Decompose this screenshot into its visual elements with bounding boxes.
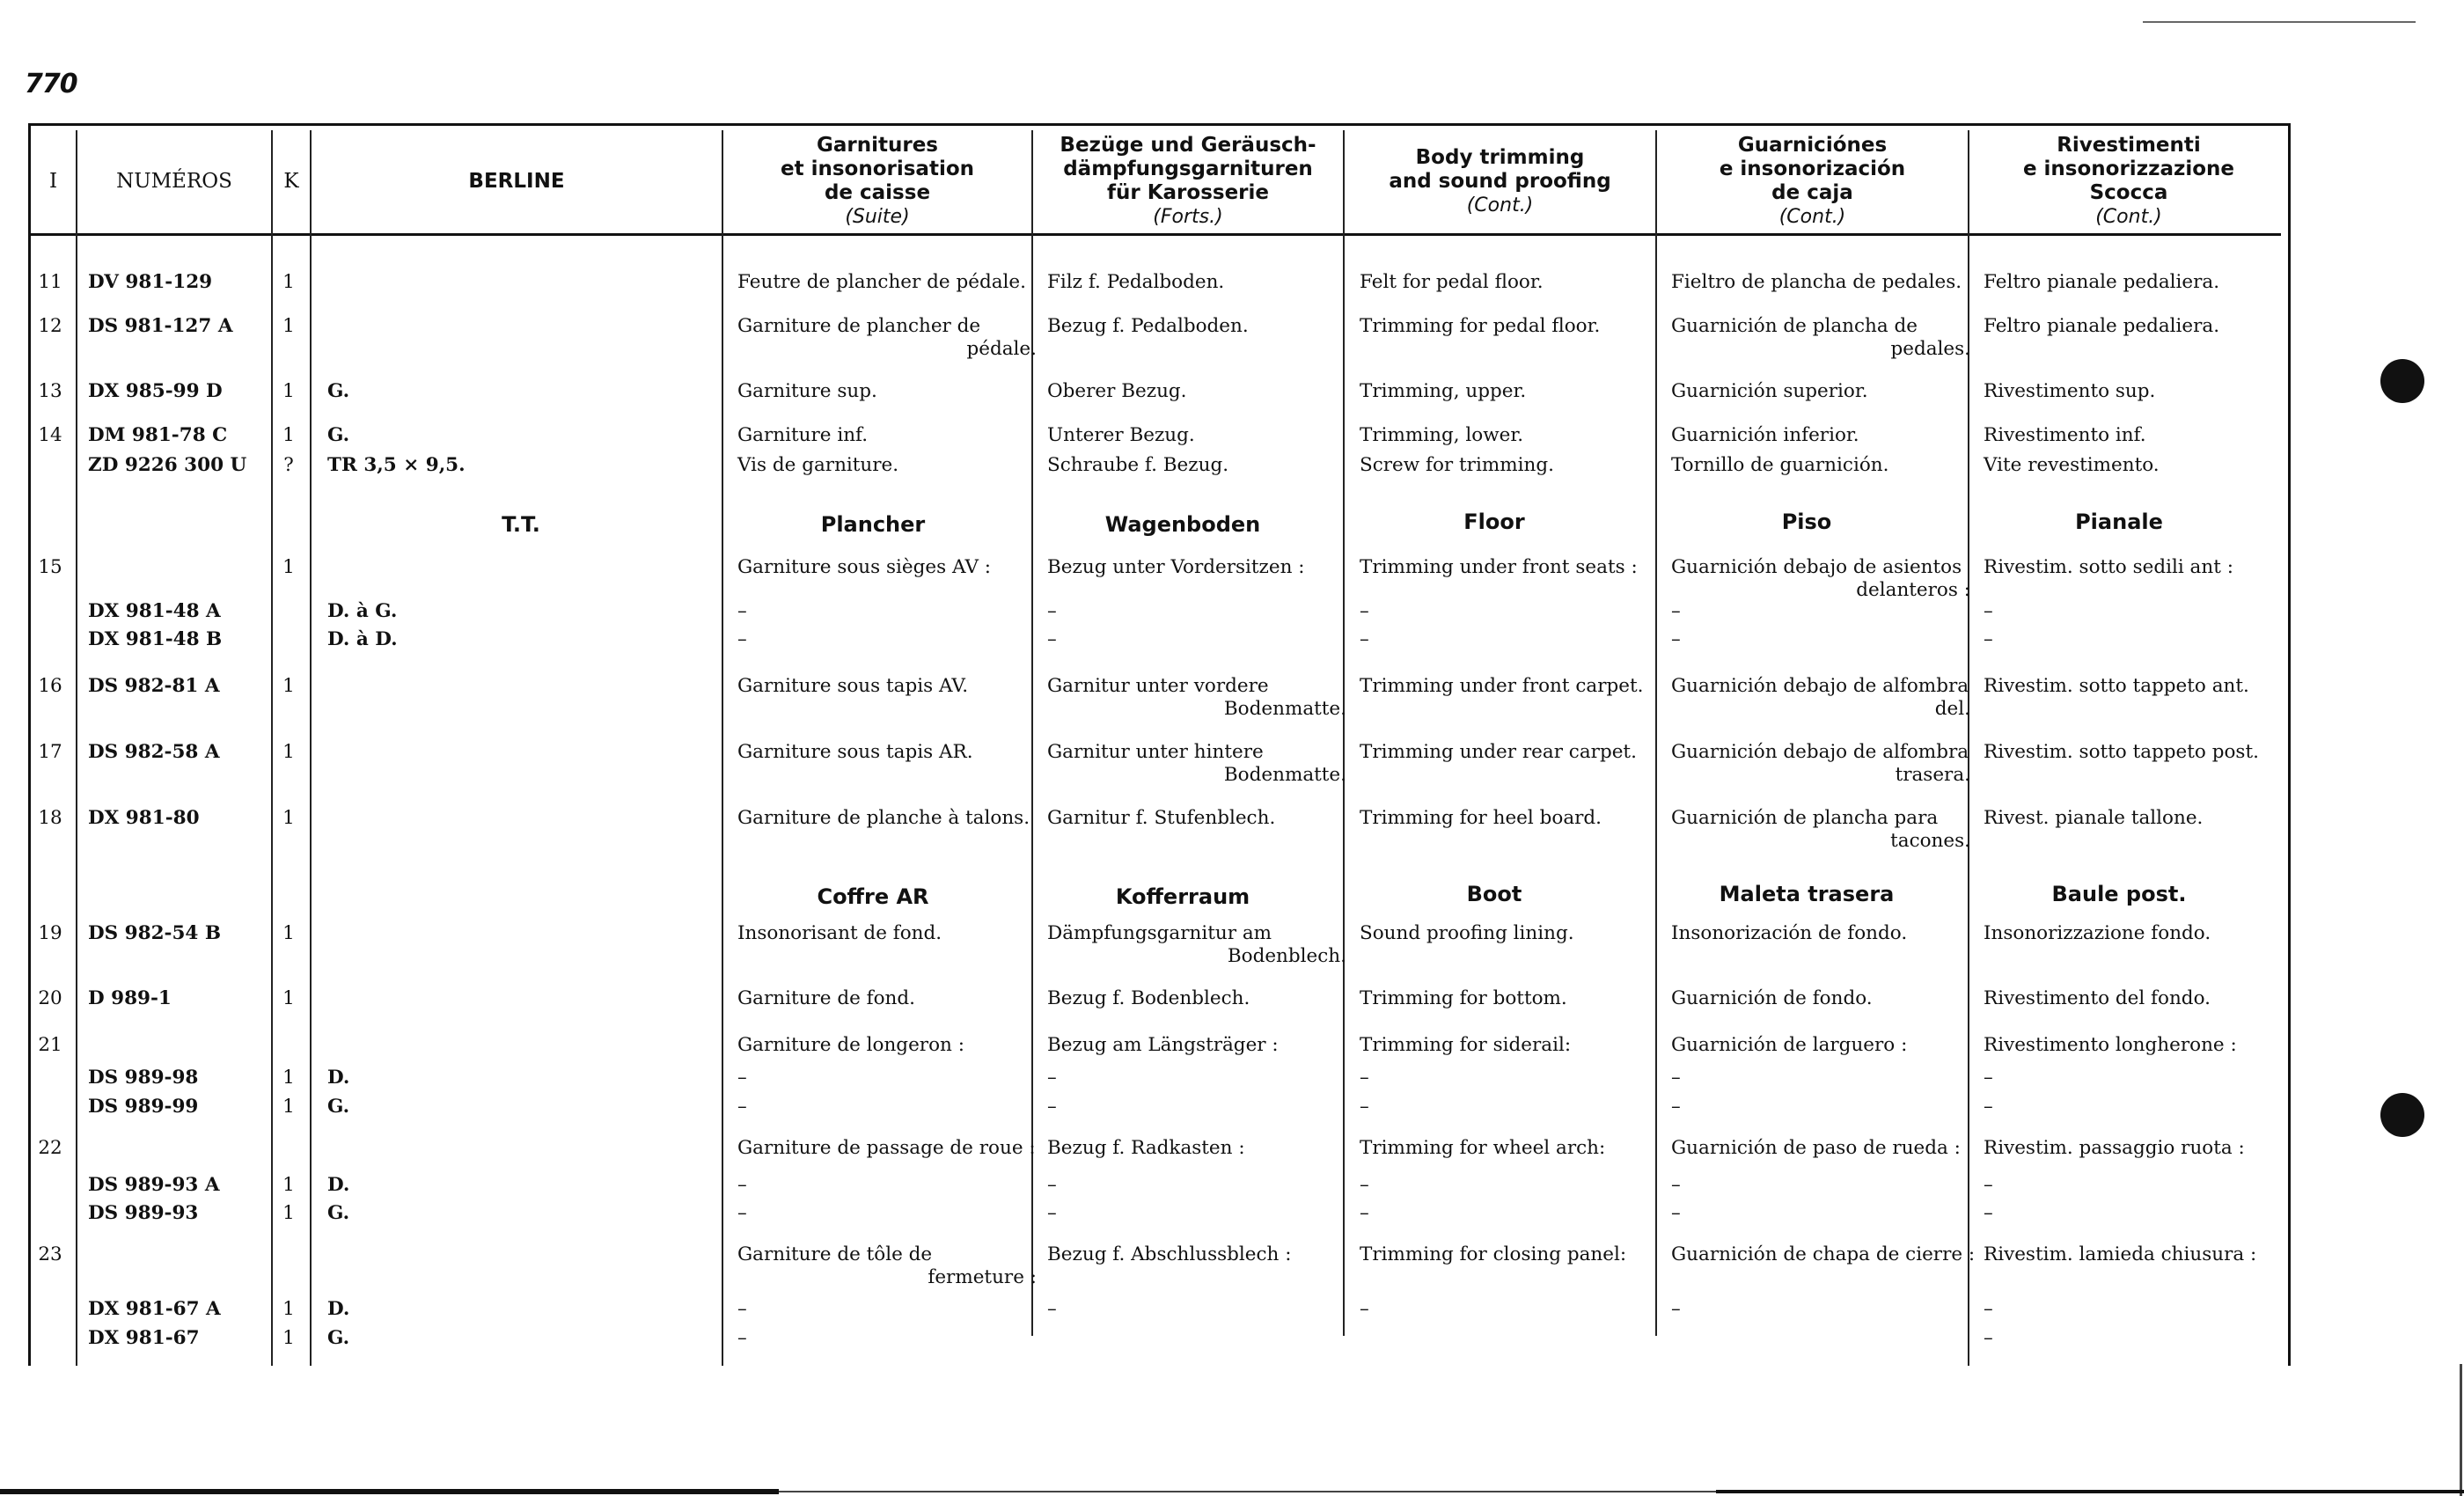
cell-num: DS 989-93 A <box>88 1174 220 1196</box>
cell-es: Guarnición debajo de alfombra del. <box>1671 675 1970 720</box>
cell-de: Bezug f. Abschlussblech : <box>1047 1243 1292 1265</box>
cell-i: 22 <box>38 1137 62 1159</box>
cell-es: Guarnición debajo de asientos delanteros : <box>1671 556 1970 601</box>
cell-en: Trimming, lower. <box>1360 424 1524 446</box>
cell-fr: – <box>737 1174 747 1196</box>
cell-de: – <box>1047 628 1057 650</box>
cell-fr: – <box>737 1067 747 1089</box>
cell-it: Rivestimento sup. <box>1984 380 2156 402</box>
cell-ber: G. <box>327 1202 350 1224</box>
cell-en: – <box>1360 1067 1369 1089</box>
cell-it: – <box>1984 600 1993 622</box>
header-italian: Rivestimenti e insonorizzazione Scocca (Cont.) <box>2022 134 2235 228</box>
cell-it: Rivestimento longherone : <box>1984 1034 2237 1056</box>
cell-ber: D. <box>327 1067 350 1089</box>
cell-es: Guarnición de plancha de pedales. <box>1671 315 1970 360</box>
cell-de: – <box>1047 1067 1057 1089</box>
cell-es: Guarnición inferior. <box>1671 424 1859 446</box>
cell-es: – <box>1671 1067 1681 1089</box>
cell-it: Insonorizzazione fondo. <box>1984 922 2211 944</box>
cell-de: Unterer Bezug. <box>1047 424 1195 446</box>
cell-i: 14 <box>38 424 62 446</box>
cell-es: Guarnición de larguero : <box>1671 1034 1908 1056</box>
cell-ber: D. à D. <box>327 628 398 650</box>
cell-en: Trimming under front carpet. <box>1360 675 1644 697</box>
section-label-es: Maleta trasera <box>1719 882 1895 906</box>
cell-k: 1 <box>282 1067 295 1089</box>
cell-en: Trimming for heel board. <box>1360 807 1602 829</box>
cell-en: Trimming under front seats : <box>1360 556 1638 578</box>
table-border <box>28 123 2290 126</box>
cell-num: DX 981-48 A <box>88 600 221 622</box>
column-divider <box>310 130 312 1366</box>
cell-k: 1 <box>282 315 295 337</box>
cell-es: Guarnición de chapa de cierre : <box>1671 1243 1976 1265</box>
section-label-en: Boot <box>1466 882 1522 906</box>
cell-de: – <box>1047 1202 1057 1224</box>
cell-es: Tornillo de guarnición. <box>1671 454 1889 476</box>
cell-ber: D. à G. <box>327 600 398 622</box>
cell-num: DS 981-127 A <box>88 315 233 337</box>
section-label-berline: T.T. <box>502 512 540 537</box>
section-label-it: Pianale <box>2075 510 2163 534</box>
cell-es: Guarnición de fondo. <box>1671 987 1873 1009</box>
cell-en: Sound proofing lining. <box>1360 922 1574 944</box>
cell-it: Rivest. pianale tallone. <box>1984 807 2204 829</box>
cell-k: 1 <box>282 556 295 578</box>
cell-it: – <box>1984 628 1993 650</box>
cell-k: 1 <box>282 271 295 293</box>
cell-k: 1 <box>282 922 295 944</box>
cell-it: – <box>1984 1202 1993 1224</box>
cell-ber: G. <box>327 1096 350 1118</box>
cell-fr: – <box>737 1096 747 1118</box>
cell-de: Dämpfungsgarnitur am Bodenblech. <box>1047 922 1346 967</box>
cell-k: 1 <box>282 1327 295 1349</box>
cell-k: 1 <box>282 1096 295 1118</box>
cell-de: Garnitur f. Stufenblech. <box>1047 807 1276 829</box>
cell-en: – <box>1360 1202 1369 1224</box>
cell-de: Schraube f. Bezug. <box>1047 454 1229 476</box>
cell-i: 19 <box>38 922 62 944</box>
cell-k: 1 <box>282 380 295 402</box>
cell-de: Filz f. Pedalboden. <box>1047 271 1225 293</box>
cell-i: 21 <box>38 1034 62 1056</box>
cell-es-continuation: pedales. <box>1890 338 1970 360</box>
cell-k: 1 <box>282 1174 295 1196</box>
cell-en: – <box>1360 1174 1369 1196</box>
cell-it: Rivestim. sotto tappeto ant. <box>1984 675 2249 697</box>
cell-de: – <box>1047 1174 1057 1196</box>
cell-de: – <box>1047 1298 1057 1320</box>
cell-k: 1 <box>282 1298 295 1320</box>
cell-it: Vite revestimento. <box>1984 454 2160 476</box>
cell-it: Feltro pianale pedaliera. <box>1984 315 2220 337</box>
cell-num: DX 981-48 B <box>88 628 223 650</box>
page-edge <box>2460 1364 2462 1496</box>
cell-fr: Garniture sup. <box>737 380 877 402</box>
cell-k: 1 <box>282 807 295 829</box>
cell-num: D 989-1 <box>88 987 172 1009</box>
cell-es-continuation: tacones. <box>1890 830 1970 852</box>
bottom-bar <box>1716 1490 2464 1493</box>
cell-es: Guarnición debajo de alfombra trasera. <box>1671 741 1970 786</box>
cell-i: 11 <box>38 271 62 293</box>
cell-i: 23 <box>38 1243 62 1265</box>
cell-k: 1 <box>282 675 295 697</box>
cell-de: Garnitur unter vordere Bodenmatte. <box>1047 675 1346 720</box>
cell-i: 16 <box>38 675 62 697</box>
cell-it: Feltro pianale pedaliera. <box>1984 271 2220 293</box>
cell-num: DX 985-99 D <box>88 380 223 402</box>
section-label-de: Wagenboden <box>1104 512 1261 537</box>
cell-fr: Garniture de plancher de pédale. <box>737 315 1037 360</box>
cell-it: – <box>1984 1067 1993 1089</box>
cell-num: DV 981-129 <box>88 271 213 293</box>
cell-en: Screw for trimming. <box>1360 454 1554 476</box>
cell-es: – <box>1671 1298 1681 1320</box>
cell-en: Felt for pedal floor. <box>1360 271 1544 293</box>
cell-num: DS 989-99 <box>88 1096 199 1118</box>
cell-en: – <box>1360 1096 1369 1118</box>
cell-es-continuation: delanteros : <box>1856 579 1970 601</box>
cell-fr: Garniture de fond. <box>737 987 915 1009</box>
header-berline: BERLINE <box>468 169 565 193</box>
cell-fr: – <box>737 1327 747 1349</box>
cell-it: – <box>1984 1327 1993 1349</box>
cell-fr: – <box>737 628 747 650</box>
cell-k: 1 <box>282 424 295 446</box>
cell-ber: D. <box>327 1174 350 1196</box>
cell-de-continuation: Bodenblech. <box>1227 945 1346 967</box>
cell-en: – <box>1360 1298 1369 1320</box>
table-border <box>2288 123 2291 1366</box>
cell-fr-continuation: fermeture : <box>928 1266 1037 1288</box>
header-english: Body trimming and sound proofing (Cont.) <box>1389 145 1611 216</box>
bottom-bar <box>779 1491 1716 1492</box>
cell-de: Oberer Bezug. <box>1047 380 1187 402</box>
bottom-bar <box>0 1489 779 1494</box>
cell-fr-continuation: pédale. <box>966 338 1037 360</box>
cell-i: 20 <box>38 987 62 1009</box>
cell-num: ZD 9226 300 U <box>88 454 247 476</box>
cell-es: Fieltro de plancha de pedales. <box>1671 271 1962 293</box>
cell-ber: D. <box>327 1298 350 1320</box>
cell-ber: G. <box>327 1327 350 1349</box>
cell-de: Bezug f. Radkasten : <box>1047 1137 1245 1159</box>
cell-es-continuation: del. <box>1934 698 1970 720</box>
cell-es: – <box>1671 600 1681 622</box>
cell-de-continuation: Bodenmatte. <box>1223 764 1346 786</box>
header-numeros: NUMÉROS <box>116 170 232 193</box>
section-label-it: Baule post. <box>2051 882 2187 906</box>
cell-fr: Garniture sous tapis AV. <box>737 675 969 697</box>
cell-ber: TR 3,5 × 9,5. <box>327 454 466 476</box>
cell-i: 18 <box>38 807 62 829</box>
cell-num: DM 981-78 C <box>88 424 228 446</box>
section-label-de: Kofferraum <box>1115 884 1250 909</box>
cell-es: Insonorización de fondo. <box>1671 922 1908 944</box>
cell-it: Rivestimento inf. <box>1984 424 2146 446</box>
cell-de-continuation: Bodenmatte. <box>1223 698 1346 720</box>
cell-it: – <box>1984 1096 1993 1118</box>
cell-ber: G. <box>327 424 350 446</box>
cell-num: DX 981-80 <box>88 807 200 829</box>
cell-num: DS 982-54 B <box>88 922 222 944</box>
cell-es: – <box>1671 1174 1681 1196</box>
cell-en: Trimming for pedal floor. <box>1360 315 1601 337</box>
cell-fr: – <box>737 600 747 622</box>
cell-en: Trimming for closing panel: <box>1360 1243 1627 1265</box>
cell-i: 17 <box>38 741 62 763</box>
cell-de: Bezug unter Vordersitzen : <box>1047 556 1305 578</box>
cell-en: Trimming for siderail: <box>1360 1034 1572 1056</box>
cell-en: Trimming for bottom. <box>1360 987 1567 1009</box>
hole-punch <box>2380 359 2424 403</box>
header-french: Garnitures et insonorisation de caisse (Suite) <box>780 134 975 228</box>
cell-fr: Insonorisant de fond. <box>737 922 942 944</box>
cell-fr: Garniture sous sièges AV : <box>737 556 992 578</box>
cell-de: Bezug f. Pedalboden. <box>1047 315 1249 337</box>
cell-i: 12 <box>38 315 62 337</box>
cell-num: DS 982-58 A <box>88 741 220 763</box>
section-label-fr: Coffre AR <box>817 884 929 909</box>
cell-de: Bezug f. Bodenblech. <box>1047 987 1250 1009</box>
cell-es: Guarnición de paso de rueda : <box>1671 1137 1961 1159</box>
cell-it: Rivestim. sotto sedili ant : <box>1984 556 2233 578</box>
section-label-es: Piso <box>1781 510 1832 534</box>
cell-en: – <box>1360 600 1369 622</box>
cell-fr: – <box>737 1202 747 1224</box>
cell-ber: G. <box>327 380 350 402</box>
cell-fr: Garniture inf. <box>737 424 869 446</box>
cell-k: 1 <box>282 987 295 1009</box>
header-german: Bezüge und Geräusch- dämpfungsgarnituren für Karosserie (Forts.) <box>1060 134 1316 228</box>
cell-num: DS 989-93 <box>88 1202 199 1224</box>
column-divider <box>76 130 77 1366</box>
cell-fr: Feutre de plancher de pédale. <box>737 271 1026 293</box>
cell-i: 15 <box>38 556 62 578</box>
header-rule <box>28 233 2281 236</box>
cell-en: – <box>1360 628 1369 650</box>
cell-de: – <box>1047 1096 1057 1118</box>
cell-k: 1 <box>282 741 295 763</box>
cell-num: DS 982-81 A <box>88 675 220 697</box>
top-rule <box>2143 21 2416 23</box>
cell-en: Trimming under rear carpet. <box>1360 741 1637 763</box>
cell-fr: Garniture sous tapis AR. <box>737 741 973 763</box>
cell-en: Trimming, upper. <box>1360 380 1527 402</box>
cell-fr: Garniture de planche à talons. <box>737 807 1030 829</box>
cell-de: Bezug am Längsträger : <box>1047 1034 1279 1056</box>
cell-it: Rivestim. lamieda chiusura : <box>1984 1243 2257 1265</box>
cell-es: Guarnición de plancha para tacones. <box>1671 807 1970 852</box>
header-i: I <box>48 170 58 193</box>
cell-num: DS 989-98 <box>88 1067 199 1089</box>
header-k: K <box>283 170 299 193</box>
cell-it: Rivestim. sotto tappeto post. <box>1984 741 2259 763</box>
cell-de: Garnitur unter hintere Bodenmatte. <box>1047 741 1346 786</box>
cell-fr: Garniture de longeron : <box>737 1034 964 1056</box>
hole-punch <box>2380 1093 2424 1137</box>
cell-es: – <box>1671 628 1681 650</box>
cell-it: Rivestimento del fondo. <box>1984 987 2211 1009</box>
cell-fr: – <box>737 1298 747 1320</box>
cell-es: – <box>1671 1096 1681 1118</box>
cell-fr: Vis de garniture. <box>737 454 899 476</box>
cell-num: DX 981-67 A <box>88 1298 221 1320</box>
section-label-en: Floor <box>1463 510 1525 534</box>
cell-es: – <box>1671 1202 1681 1224</box>
cell-it: – <box>1984 1298 1993 1320</box>
cell-num: DX 981-67 <box>88 1327 200 1349</box>
cell-i: 13 <box>38 380 62 402</box>
cell-k: 1 <box>282 1202 295 1224</box>
cell-fr: Garniture de tôle de fermeture : <box>737 1243 1037 1288</box>
cell-it: – <box>1984 1174 1993 1196</box>
column-divider <box>722 130 723 1366</box>
cell-de: – <box>1047 600 1057 622</box>
cell-it: Rivestim. passaggio ruota : <box>1984 1137 2245 1159</box>
cell-k: ? <box>283 454 294 476</box>
header-spanish: Guarniciónes e insonorización de caja (Cont.) <box>1719 134 1906 228</box>
cell-es-continuation: trasera. <box>1895 764 1970 786</box>
cell-en: Trimming for wheel arch: <box>1360 1137 1606 1159</box>
cell-es: Guarnición superior. <box>1671 380 1868 402</box>
section-label-fr: Plancher <box>820 512 926 537</box>
cell-fr: Garniture de passage de roue : <box>737 1137 1036 1159</box>
page-number: 770 <box>25 69 77 99</box>
